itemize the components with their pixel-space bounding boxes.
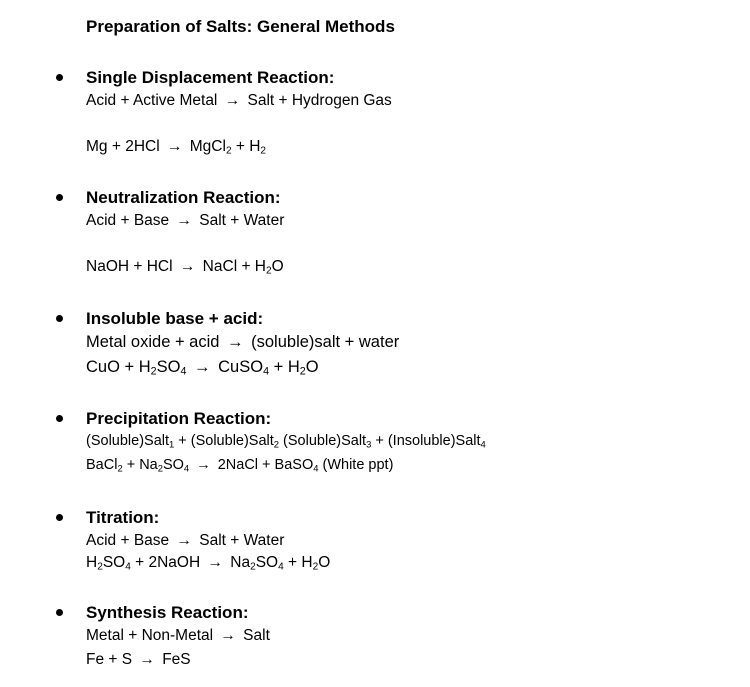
arrow-icon: → [227,333,244,351]
arrow-icon: → [166,138,183,155]
general-equation: (Soluble)Salt$_1$ + (Soluble)Salt$_2$ (Soluble)Salt$_3$ + (Insoluble)Salt$_4$ [86,433,486,450]
subscript: 2 [299,365,306,378]
page-title: Preparation of Salts: General Methods [86,17,395,36]
subscript: 2 [117,462,123,474]
bullet-icon [56,415,63,422]
arrow-icon: → [176,212,192,229]
subscript: 2 [312,561,319,573]
subscript: 2 [273,438,280,450]
example-equation: Fe + S → FeS [86,651,191,668]
general-equation: Acid + Active Metal → Salt + Hydrogen Gas [86,92,392,109]
example-equation: $H_2SO_4$ + 2NaOH → $Na_2SO_4 + H_2O$ [86,554,331,573]
subscript: 4 [125,561,131,573]
subscript: 4 [480,438,486,450]
arrow-icon: → [196,457,211,473]
arrow-icon: → [176,532,192,549]
bullet-icon [56,194,63,201]
subscript: 4 [180,365,187,378]
arrow-icon: → [179,258,196,275]
example-equation: BaCl$_2$ + $Na_2SO_4$ → 2NaCl + BaSO$_4$ (White ppt) [86,457,394,474]
subscript: 4 [263,365,270,378]
arrow-icon: → [224,92,241,109]
arrow-icon: → [139,651,155,668]
subscript: 2 [225,145,232,157]
example-equation: CuO + $H_2SO_4$ → CuSO$_4$ + $H_2O$ [86,358,319,378]
subscript: 1 [169,438,175,450]
section-heading: Titration: [86,508,160,527]
section-heading: Neutralization Reaction: [86,188,281,207]
section-heading: Synthesis Reaction: [86,603,249,622]
section-heading: Insoluble base + acid: [86,309,264,328]
subscript: 2 [157,462,163,474]
general-equation: Metal oxide + acid → (soluble)salt + water [86,333,400,351]
general-equation: Metal + Non-Metal → Salt [86,627,270,644]
bullet-icon [56,74,63,81]
bullet-icon [56,609,63,616]
subscript: 2 [260,145,267,157]
subscript: 4 [183,462,190,474]
example-equation: Mg + 2HCl → MgCl$_2$ + $H_2$ [86,138,267,157]
general-equation: Acid + Base → Salt + Water [86,532,285,549]
section-heading: Single Displacement Reaction: [86,68,335,87]
bullet-icon [56,315,63,322]
subscript: 2 [250,561,256,573]
arrow-icon: → [194,358,211,376]
subscript: 2 [266,265,272,277]
bullet-icon [56,514,63,521]
example-equation: NaOH + HCl → NaCl + $H_2O$ [86,258,284,277]
arrow-icon: → [220,627,236,644]
subscript: 4 [278,561,284,573]
subscript: 2 [97,561,103,573]
section-heading: Precipitation Reaction: [86,409,272,428]
general-equation: Acid + Base → Salt + Water [86,212,285,229]
subscript: 4 [313,462,319,474]
subscript: 2 [150,365,157,378]
subscript: 3 [366,438,372,450]
arrow-icon: → [207,554,223,571]
